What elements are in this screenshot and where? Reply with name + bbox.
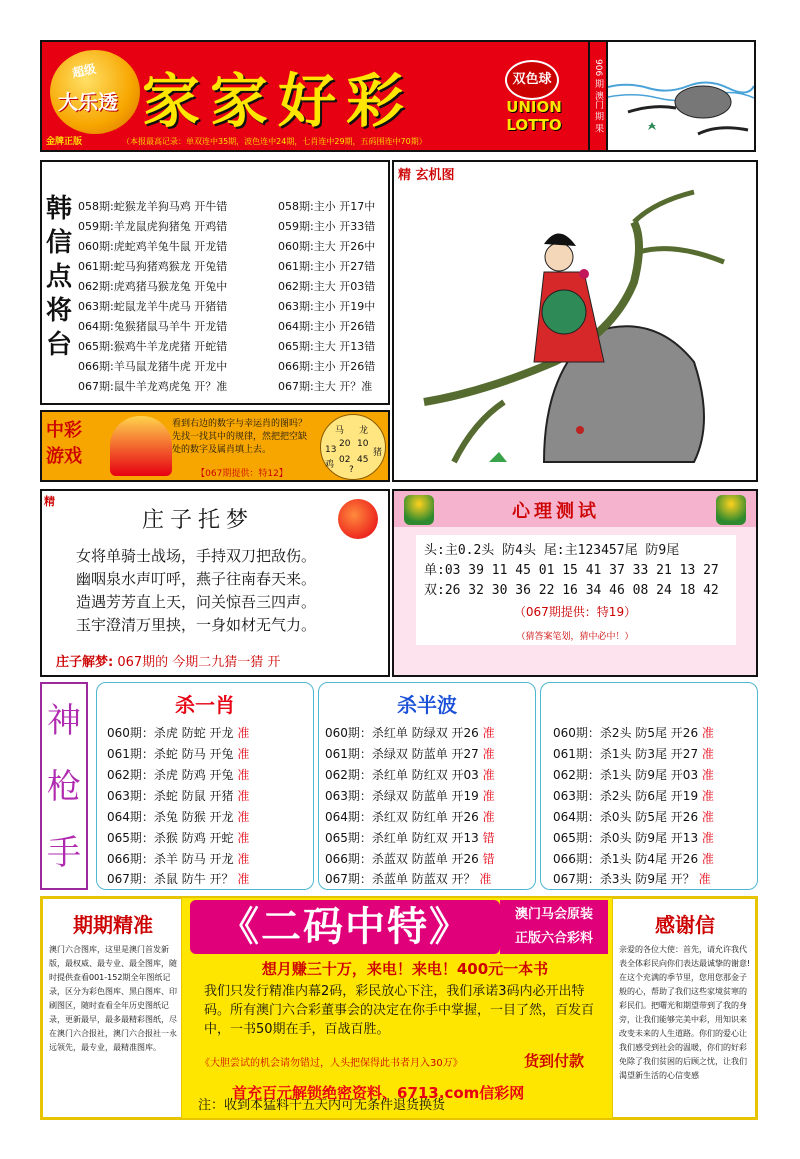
hanxin-zodiac: 059期:羊龙鼠虎狗猪兔 开鸡错 [78,220,228,233]
poem-line: 女将单骑士战场，手持双刀把敌伤。 [76,547,317,565]
return-note: 注：收到本猛料千五天内可无条件退货换货 [198,1098,446,1113]
hanxin-size: 061期:主小 开27错 [278,260,376,273]
hanxin-size: 060期:主大 开26中 [278,240,376,253]
union-lotto-logo [497,60,571,134]
kill-one-row [107,744,249,764]
kill-half-row [325,869,491,889]
psych-line: 头:主0.2头 防4头 尾:主123457尾 防9尾 [424,543,680,558]
row-text: 067期：杀鼠 防牛 开？ [107,872,234,886]
row-text: 061期：杀绿双 防蓝单 开27 [325,747,479,761]
row-mark: 准 [482,789,495,803]
lottery-game-panel [40,410,390,482]
hanxin-row [78,258,388,276]
brand-right-ball: 双色球 [505,60,559,100]
kill-tail-row [553,786,714,806]
hanxin-row [78,198,388,216]
row-mark: 准 [482,726,495,740]
zodiac-wheel [320,414,386,480]
psych-line: 单:03 39 11 45 01 15 41 37 33 21 13 27 [424,563,719,578]
row-text: 061期：杀1头 防3尾 开27 [553,747,699,761]
wheel-cell: 龙 [359,426,369,436]
cash-on-delivery: 货到付款 [524,1052,585,1070]
row-mark: 准 [479,872,492,886]
hanxin-size: 059期:主小 开33错 [278,220,376,233]
game-hint: 【067期提供：特12】 [196,469,288,479]
row-mark: 准 [701,726,714,740]
plant-icon [404,495,434,525]
brand-left-top: 超级 [70,61,98,81]
psych-title: 心理测试 [512,501,600,522]
kill-one-row [107,807,249,827]
wheel-cell: 02 [339,455,351,465]
interpretation-label: 庄子解梦: [56,655,114,670]
game-title-b: 游戏 [46,446,82,467]
wheel-cell: 45 [357,455,369,465]
advert-warning: 《大胆尝试的机会请勿错过，人头把保得此书者月入30万》 [200,1058,463,1069]
row-mark: 准 [237,831,250,845]
wheel-cell: 鸡 [325,460,335,470]
row-mark: 准 [701,768,714,782]
sharpshooter-char: 神 [47,701,81,741]
kill-one-row [107,869,249,889]
kill-one-row [107,765,249,785]
hanxin-row [78,318,388,336]
income-slogan: 想月赚三十万，来电！来电！400元一本书 [261,960,549,978]
hanxin-row [78,218,388,236]
hanxin-zodiac: 058期:蛇猴龙羊狗马鸡 开牛错 [78,200,228,213]
row-text: 062期：杀虎 防鸡 开兔 [107,768,234,782]
kill-half-row [325,807,495,827]
row-text: 062期：杀红单 防红双 开03 [325,768,479,782]
kill-tail-row [553,828,714,848]
row-mark: 准 [701,831,714,845]
mystery-picture-panel [392,160,758,482]
hanxin-size: 058期:主小 开17中 [278,200,376,213]
row-text: 066期：杀1头 防4尾 开26 [553,852,699,866]
wheel-cell: 13 [325,445,337,455]
kill-half-row [325,849,495,869]
row-mark: 准 [237,810,250,824]
row-text: 065期：杀0头 防9尾 开13 [553,831,699,845]
row-mark: 错 [482,852,495,866]
hanxin-size: 062期:主大 开03错 [278,280,376,293]
wheel-cell: ? [349,465,354,475]
zhuangzi-dream-panel [40,489,390,677]
psych-line: 双:26 32 30 36 22 16 34 46 08 24 18 42 [424,583,719,598]
thanks-title: 感谢信 [655,913,715,937]
hanxin-title: 韩信点将台 [45,194,72,360]
psych-slogan: （猜答案笔划，猜中必中！） [516,632,634,642]
sharpshooter-label [40,682,88,890]
row-text: 063期：杀2头 防6尾 开19 [553,789,699,803]
kill-half-row [325,828,495,848]
masthead-title: 家家好彩 [142,67,415,135]
kill-tail-row [553,849,714,869]
kill-one-row [107,723,249,743]
row-text: 065期：杀红单 防红双 开13 [325,831,479,845]
kill-tail-row [553,744,714,764]
row-text: 066期：杀蓝双 防蓝单 开26 [325,852,479,866]
poem-line: 造遇芳芳直上天，问关惊吾三四声。 [76,593,317,611]
advert-body: 我们只发行精准内幕2码，彩民放心下注，我们承诺3码内必开出特码。所有澳门六合彩董事会的决定在你手中掌握，一目了然，百发百中，一书50期在手，百战百胜。 [204,984,595,1037]
edition-label: 金牌正版 [46,137,83,147]
hanxin-panel [40,160,390,405]
hanxin-zodiac: 060期:虎蛇鸡羊兔牛鼠 开龙错 [78,240,228,253]
row-text: 063期：杀绿双 防蓝单 开19 [325,789,479,803]
game-title [46,418,82,470]
row-mark: 准 [237,747,250,761]
hanxin-row [78,298,388,316]
row-text: 067期：杀3头 防9尾 开？ [553,872,695,886]
row-text: 063期：杀蛇 防鼠 开猪 [107,789,234,803]
hanxin-zodiac: 067期:鼠牛羊龙鸡虎兔 开？准 [78,380,228,393]
row-mark: 准 [482,768,495,782]
zhuangzi-title: 庄子托梦 [142,508,255,533]
poem-line: 玉宇澄清万里挟，一身如材无气力。 [76,616,317,634]
kill-half-row [325,723,495,743]
mystery-picture-tag: 精 玄机图 [398,168,455,183]
sharpshooter-char: 枪 [47,767,81,807]
row-mark: 准 [482,747,495,761]
kill-tail-row [553,869,711,889]
kill-one-row [107,828,249,848]
wheel-cell: 20 [339,439,351,449]
plant-icon [716,495,746,525]
kill-one-row [107,786,249,806]
kill-one-title: 杀一肖 [175,693,235,717]
row-text: 060期：杀2头 防5尾 开26 [553,726,699,740]
brand-left-main: 大乐透 [58,90,118,114]
super-lotto-logo [50,50,140,134]
kill-head-tail-column [540,682,758,890]
hanxin-row [78,358,388,376]
hanxin-row [78,238,388,256]
poem-line: 幽咽泉水声叮呼，燕子往南春天来。 [76,570,317,588]
hanxin-size: 064期:主小 开26错 [278,320,376,333]
accuracy-column [42,898,182,1118]
headline-text: 《二码中特》 [219,904,471,950]
kill-tail-row [553,765,714,785]
row-mark: 准 [237,872,250,886]
hanxin-zodiac: 061期:蛇马狗猪鸡猴龙 开兔错 [78,260,228,273]
hanxin-row [78,278,388,296]
kill-half-title: 杀半波 [397,693,457,717]
site-watermark[interactable]: 首充百元解锁绝密资料、6713.com信彩网 [232,1084,525,1102]
row-text: 064期：杀红双 防红单 开26 [325,810,479,824]
sun-icon [338,499,378,539]
row-mark: 准 [701,789,714,803]
brand-right-text: UNION LOTTO [506,98,562,134]
row-mark: 准 [237,768,250,782]
hanxin-zodiac: 065期:猴鸡牛羊龙虎猪 开蛇错 [78,340,228,353]
row-text: 064期：杀0头 防5尾 开26 [553,810,699,824]
hanxin-size: 066期:主小 开26错 [278,360,376,373]
row-text: 067期：杀蓝单 防蓝双 开？ [325,872,476,886]
macau-banner [500,900,608,954]
hanxin-zodiac: 066期:羊马鼠龙猪牛虎 开龙中 [78,360,228,373]
hanxin-row [78,378,388,396]
kill-half-row [325,744,495,764]
macau-line: 正版六合彩料 [514,931,593,946]
hanxin-row [78,338,388,356]
row-mark: 准 [701,747,714,761]
macau-line: 澳门马会原装 [514,907,593,922]
dream-interpretation [56,651,280,670]
kill-one-row [107,849,249,869]
row-mark: 准 [698,872,711,886]
sea-scene-icon [608,42,754,150]
psych-provided: （067期提供：特19） [513,605,637,619]
kill-half-wave-column [318,682,536,890]
row-text: 060期：杀虎 防蛇 开龙 [107,726,234,740]
sharpshooter-char: 手 [47,833,81,873]
lady-on-rock-illustration [394,162,756,480]
game-title-a: 中彩 [46,420,82,441]
row-text: 065期：杀猴 防鸡 开蛇 [107,831,234,845]
sea-illustration [606,40,756,152]
row-text: 061期：杀蛇 防马 开兔 [107,747,234,761]
issue-strip: 906 期 澳门 期 果 [590,40,606,152]
row-text: 062期：杀1头 防9尾 开03 [553,768,699,782]
kill-half-row [325,786,495,806]
hanxin-size: 065期:主大 开13错 [278,340,376,353]
row-mark: 准 [237,726,250,740]
hanxin-zodiac: 064期:兔猴猪鼠马羊牛 开龙错 [78,320,228,333]
row-mark: 准 [237,789,250,803]
kill-one-zodiac-column [96,682,314,890]
headline-banner [190,900,500,954]
hanxin-zodiac: 062期:虎鸡猪马猴龙兔 开兔中 [78,280,228,293]
row-mark: 准 [237,852,250,866]
thank-you-letter [612,898,756,1118]
thanks-text: 亲爱的各位大使：首先，请允许我代表全体彩民向你们表达最诚挚的谢意!在这个充满的季节里，您用您那金子般的心，帮助了我们这些家境贫寒的彩民们。把曙光和期望带到了我的身旁，让我们能够完美中彩，用知识来改变未来的人生道路。你们的爱心让我们感受到社会的温暖，你们的好彩免除了我们贫困的后顾之忧，让我们渴望新生活的心信变感 [619,945,751,1080]
row-text: 060期：杀红单 防绿双 开26 [325,726,479,740]
record-note: （本报最高记录：单双连中35期，波色连中24期，七肖连中29期，五码围连中70期） [122,137,427,146]
row-mark: 准 [701,852,714,866]
kill-half-row [325,765,495,785]
kill-tail-row [553,807,714,827]
hanxin-size: 067期:主大 开？准 [278,380,373,393]
kill-tail-row [553,723,714,743]
accuracy-text: 澳门六合图库，这里是澳门首发新版，最权威、最专业、最全图库，随时提供查看001-152期全年图纸记录，区分为彩色图库、黑白图库、印刷图区，随时查看全年历史图纸记录，更新最早，最多最精彩图纸，尽在澳门六合报社，澳门六合报社一永远领先，最专业，最精准图库。 [49,945,177,1052]
wheel-cell: 马 [335,426,345,436]
accuracy-title: 期期精准 [73,913,153,937]
hanxin-size: 063期:主小 开19中 [278,300,376,313]
row-text: 066期：杀羊 防马 开龙 [107,852,234,866]
wheel-cell: 10 [357,439,369,449]
fortune-god-icon [110,416,172,476]
wheel-cell: 猪 [373,448,383,458]
row-mark: 准 [482,810,495,824]
hanxin-zodiac: 063期:蛇鼠龙羊牛虎马 开猪错 [78,300,228,313]
masthead [40,40,590,152]
row-mark: 错 [482,831,495,845]
row-mark: 准 [701,810,714,824]
interpretation-text: 067期的 今期二九猜一猜 开 [117,655,281,670]
game-instructions: 看到右边的数字与幸运肖的图吗？先找一找其中的规律，然把把空缺处的数字及属肖填上去。 [172,419,308,455]
row-text: 064期：杀兔 防猴 开龙 [107,810,234,824]
zhuangzi-tag: 精 [44,495,55,508]
psych-test-panel [392,489,758,677]
